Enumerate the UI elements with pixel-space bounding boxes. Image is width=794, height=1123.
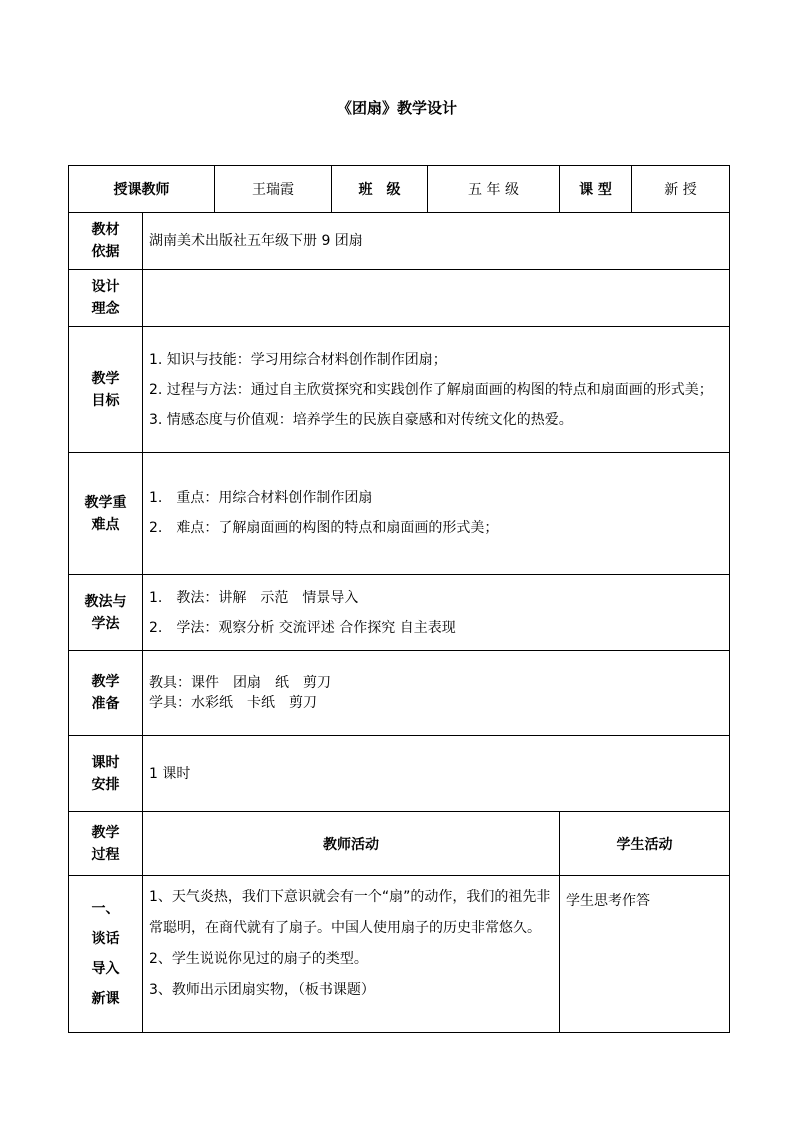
schedule-text: 1 课时 [143, 736, 730, 812]
stage1-label: 一、 谈话 导入 新课 [69, 876, 143, 1033]
process-header-row [69, 812, 730, 876]
material-label: 教材 依据 [69, 213, 143, 270]
prep-label: 教学 准备 [69, 651, 143, 736]
class-label: 班 级 [332, 166, 428, 213]
goals-row [69, 327, 730, 453]
keypoints-row [69, 453, 730, 575]
stage1-student-activity: 学生思考作答 [560, 876, 730, 1033]
prep-line: 学具：水彩纸 卡纸 剪刀 [149, 695, 317, 711]
methods-text [143, 575, 730, 651]
activity-line: 2、学生说说你见过的扇子的类型。 [149, 951, 368, 967]
stage1-teacher-activity [143, 876, 560, 1033]
prep-line: 教具：课件 团扇 纸 剪刀 [149, 675, 331, 691]
keypoint-line: 2. 难点：了解扇面画的构图的特点和扇面画的形式美； [149, 520, 499, 536]
activity-line: 3、教师出示团扇实物，（板书课题） [149, 982, 375, 998]
method-line: 1. 教法：讲解 示范 情景导入 [149, 589, 359, 606]
concept-row [69, 270, 730, 327]
method-line: 2. 学法：观察分析 交流评述 合作探究 自主表现 [149, 619, 456, 636]
type-value: 新 授 [632, 166, 730, 213]
schedule-row [69, 736, 730, 812]
material-row [69, 213, 730, 270]
concept-text [143, 270, 730, 327]
methods-label: 教法与 学法 [69, 575, 143, 651]
material-text: 湖南美术出版社五年级下册 9 团扇 [143, 213, 730, 270]
teacher-label: 授课教师 [69, 166, 215, 213]
lesson-plan-table [68, 165, 730, 1033]
class-value: 五 年 级 [428, 166, 560, 213]
methods-row [69, 575, 730, 651]
student-activity-header: 学生活动 [560, 812, 730, 876]
type-label: 课 型 [560, 166, 632, 213]
document-title: 《团扇》教学设计 [336, 99, 457, 117]
goals-label: 教学 目标 [69, 327, 143, 453]
process-label: 教学 过程 [69, 812, 143, 876]
header-row [69, 166, 730, 213]
stage1-row [69, 876, 730, 1033]
teacher-name: 王瑞霞 [215, 166, 332, 213]
concept-label: 设计 理念 [69, 270, 143, 327]
teacher-activity-header: 教师活动 [143, 812, 560, 876]
keypoints-text [143, 453, 730, 575]
keypoints-label: 教学重 难点 [69, 453, 143, 575]
goals-text [143, 327, 730, 453]
prep-text [143, 651, 730, 736]
goal-line: 2. 过程与方法：通过自主欣赏探究和实践创作了解扇面画的构图的特点和扇面画的形式美； [149, 381, 713, 398]
goal-line: 3. 情感态度与价值观：培养学生的民族自豪感和对传统文化的热爱。 [149, 411, 573, 428]
goal-line: 1. 知识与技能：学习用综合材料创作制作团扇； [149, 351, 447, 368]
schedule-label: 课时 安排 [69, 736, 143, 812]
activity-line: 1、天气炎热，我们下意识就会有一个“扇”的动作，我们的祖先非常聪明，在商代就有了扇子。中国人使用扇子的历史非常悠久。 [149, 889, 551, 936]
prep-row [69, 651, 730, 736]
keypoint-line: 1. 重点：用综合材料创作制作团扇 [149, 490, 373, 506]
